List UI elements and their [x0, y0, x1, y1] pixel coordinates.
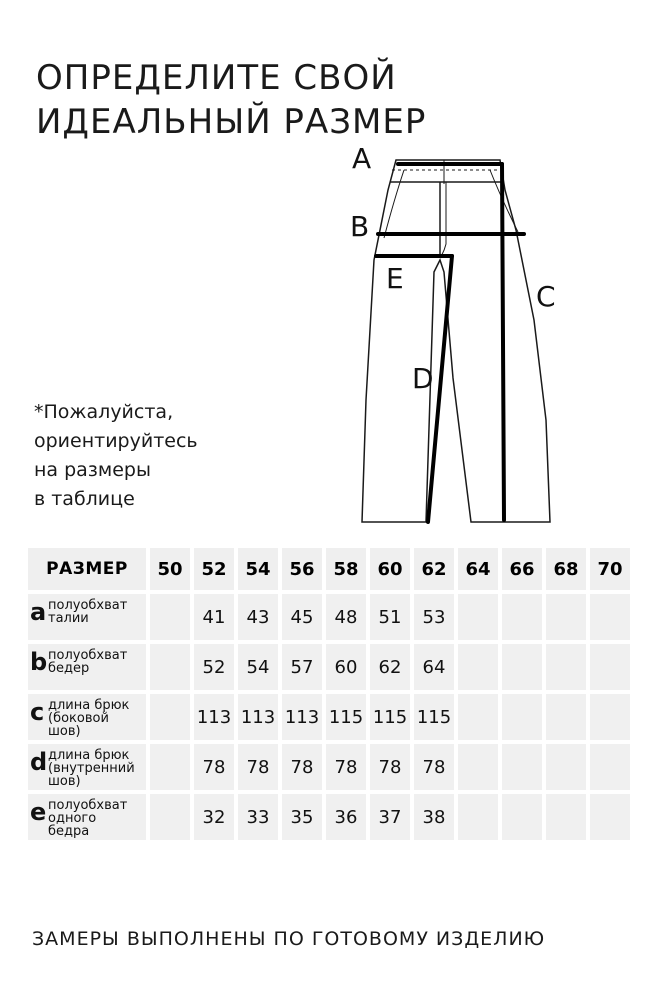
size-header-cell: 52 [194, 548, 234, 590]
size-value-cell [590, 794, 630, 840]
size-value-cell [502, 744, 542, 790]
size-value-cell [502, 694, 542, 740]
size-header-cell: 64 [458, 548, 498, 590]
row-letter: c [30, 698, 45, 726]
size-value-cell: 35 [282, 794, 322, 840]
size-value-cell: 78 [414, 744, 454, 790]
note-line-2: ориентируйтесь [34, 430, 198, 452]
size-value-cell: 78 [370, 744, 410, 790]
table-row [28, 694, 630, 740]
title-line-1: ОПРЕДЕЛИТЕ СВОЙ [36, 58, 397, 98]
size-value-cell: 43 [238, 594, 278, 640]
size-header-cell: 60 [370, 548, 410, 590]
label-e: E [386, 262, 404, 295]
size-value-cell: 32 [194, 794, 234, 840]
row-letter: e [30, 798, 47, 826]
size-value-cell [502, 644, 542, 690]
size-header-cell: 70 [590, 548, 630, 590]
size-value-cell [458, 694, 498, 740]
row-description-line: бедер [48, 661, 90, 676]
row-label [28, 694, 146, 740]
row-description-line: талии [48, 611, 89, 626]
size-value-cell: 78 [282, 744, 322, 790]
table-row [28, 644, 630, 690]
size-header-cell: 50 [150, 548, 190, 590]
size-value-cell: 51 [370, 594, 410, 640]
table-row [28, 744, 630, 790]
row-description-line: шов) [48, 724, 81, 739]
size-value-cell: 57 [282, 644, 322, 690]
row-description-line: бедра [48, 824, 90, 839]
row-label [28, 744, 146, 790]
size-header-cell: 66 [502, 548, 542, 590]
size-header-cell: 54 [238, 548, 278, 590]
size-value-cell [546, 594, 586, 640]
row-description-line: (боковой [48, 711, 109, 726]
row-description [48, 749, 135, 788]
row-letter: b [30, 648, 48, 676]
note-line-3: на размеры [34, 459, 151, 481]
size-value-cell [150, 794, 190, 840]
size-value-cell [590, 594, 630, 640]
size-value-cell [458, 744, 498, 790]
row-description [48, 649, 127, 675]
label-a: A [352, 142, 372, 175]
size-value-cell [150, 694, 190, 740]
size-value-cell [502, 794, 542, 840]
size-header-cell: 56 [282, 548, 322, 590]
size-value-cell: 115 [414, 694, 454, 740]
table-row [28, 594, 630, 640]
size-value-cell: 52 [194, 644, 234, 690]
row-description-line: полуобхват [48, 798, 128, 813]
size-value-cell: 115 [370, 694, 410, 740]
row-description-line: (внутренний [48, 761, 135, 776]
size-value-cell: 37 [370, 794, 410, 840]
label-d: D [412, 362, 434, 395]
row-description-line: одного [48, 811, 97, 826]
size-value-cell [150, 644, 190, 690]
size-value-cell: 54 [238, 644, 278, 690]
label-c: C [536, 280, 556, 313]
size-value-cell [546, 694, 586, 740]
row-description [48, 699, 129, 738]
size-value-cell [546, 744, 586, 790]
size-value-cell: 113 [194, 694, 234, 740]
row-description-line: полуобхват [48, 598, 128, 613]
size-table [24, 544, 634, 844]
size-value-cell [590, 644, 630, 690]
size-value-cell: 64 [414, 644, 454, 690]
table-row [28, 794, 630, 840]
size-value-cell: 41 [194, 594, 234, 640]
size-value-cell: 48 [326, 594, 366, 640]
size-value-cell: 113 [238, 694, 278, 740]
row-letter: d [30, 748, 48, 776]
row-label [28, 794, 146, 840]
note-line-4: в таблице [34, 488, 135, 510]
row-description-line: длина брюк [48, 698, 130, 713]
page-title [36, 56, 426, 144]
size-value-cell: 36 [326, 794, 366, 840]
size-header-label: РАЗМЕР [28, 548, 146, 590]
size-value-cell [150, 594, 190, 640]
size-note [34, 398, 198, 514]
size-value-cell [590, 694, 630, 740]
note-line-1: *Пожалуйста, [34, 401, 174, 423]
size-value-cell: 78 [326, 744, 366, 790]
title-line-2: ИДЕАЛЬНЫЙ РАЗМЕР [36, 102, 427, 142]
size-header-cell: 68 [546, 548, 586, 590]
size-value-cell: 53 [414, 594, 454, 640]
row-label [28, 644, 146, 690]
size-header-cell: 58 [326, 548, 366, 590]
row-description-line: полуобхват [48, 648, 128, 663]
trousers-outline [362, 160, 550, 522]
size-header-row [28, 548, 630, 590]
size-value-cell: 78 [194, 744, 234, 790]
row-description-line: длина брюк [48, 748, 130, 763]
size-value-cell [458, 644, 498, 690]
size-value-cell: 78 [238, 744, 278, 790]
label-b: B [350, 210, 370, 243]
size-value-cell: 60 [326, 644, 366, 690]
row-letter: a [30, 598, 47, 626]
size-value-cell [150, 744, 190, 790]
row-description [48, 799, 127, 838]
size-value-cell [458, 794, 498, 840]
size-value-cell: 33 [238, 794, 278, 840]
size-value-cell: 62 [370, 644, 410, 690]
measure-line-c [502, 164, 504, 520]
size-value-cell [590, 744, 630, 790]
size-header-cell: 62 [414, 548, 454, 590]
row-description-line: шов) [48, 774, 81, 789]
size-value-cell: 38 [414, 794, 454, 840]
size-value-cell [458, 594, 498, 640]
row-description [48, 599, 127, 625]
size-value-cell [502, 594, 542, 640]
trousers-diagram [330, 140, 570, 530]
row-label [28, 594, 146, 640]
size-value-cell: 115 [326, 694, 366, 740]
size-value-cell [546, 644, 586, 690]
size-value-cell: 45 [282, 594, 322, 640]
size-value-cell: 113 [282, 694, 322, 740]
size-value-cell [546, 794, 586, 840]
footer-note: ЗАМЕРЫ ВЫПОЛНЕНЫ ПО ГОТОВОМУ ИЗДЕЛИЮ [32, 928, 546, 950]
